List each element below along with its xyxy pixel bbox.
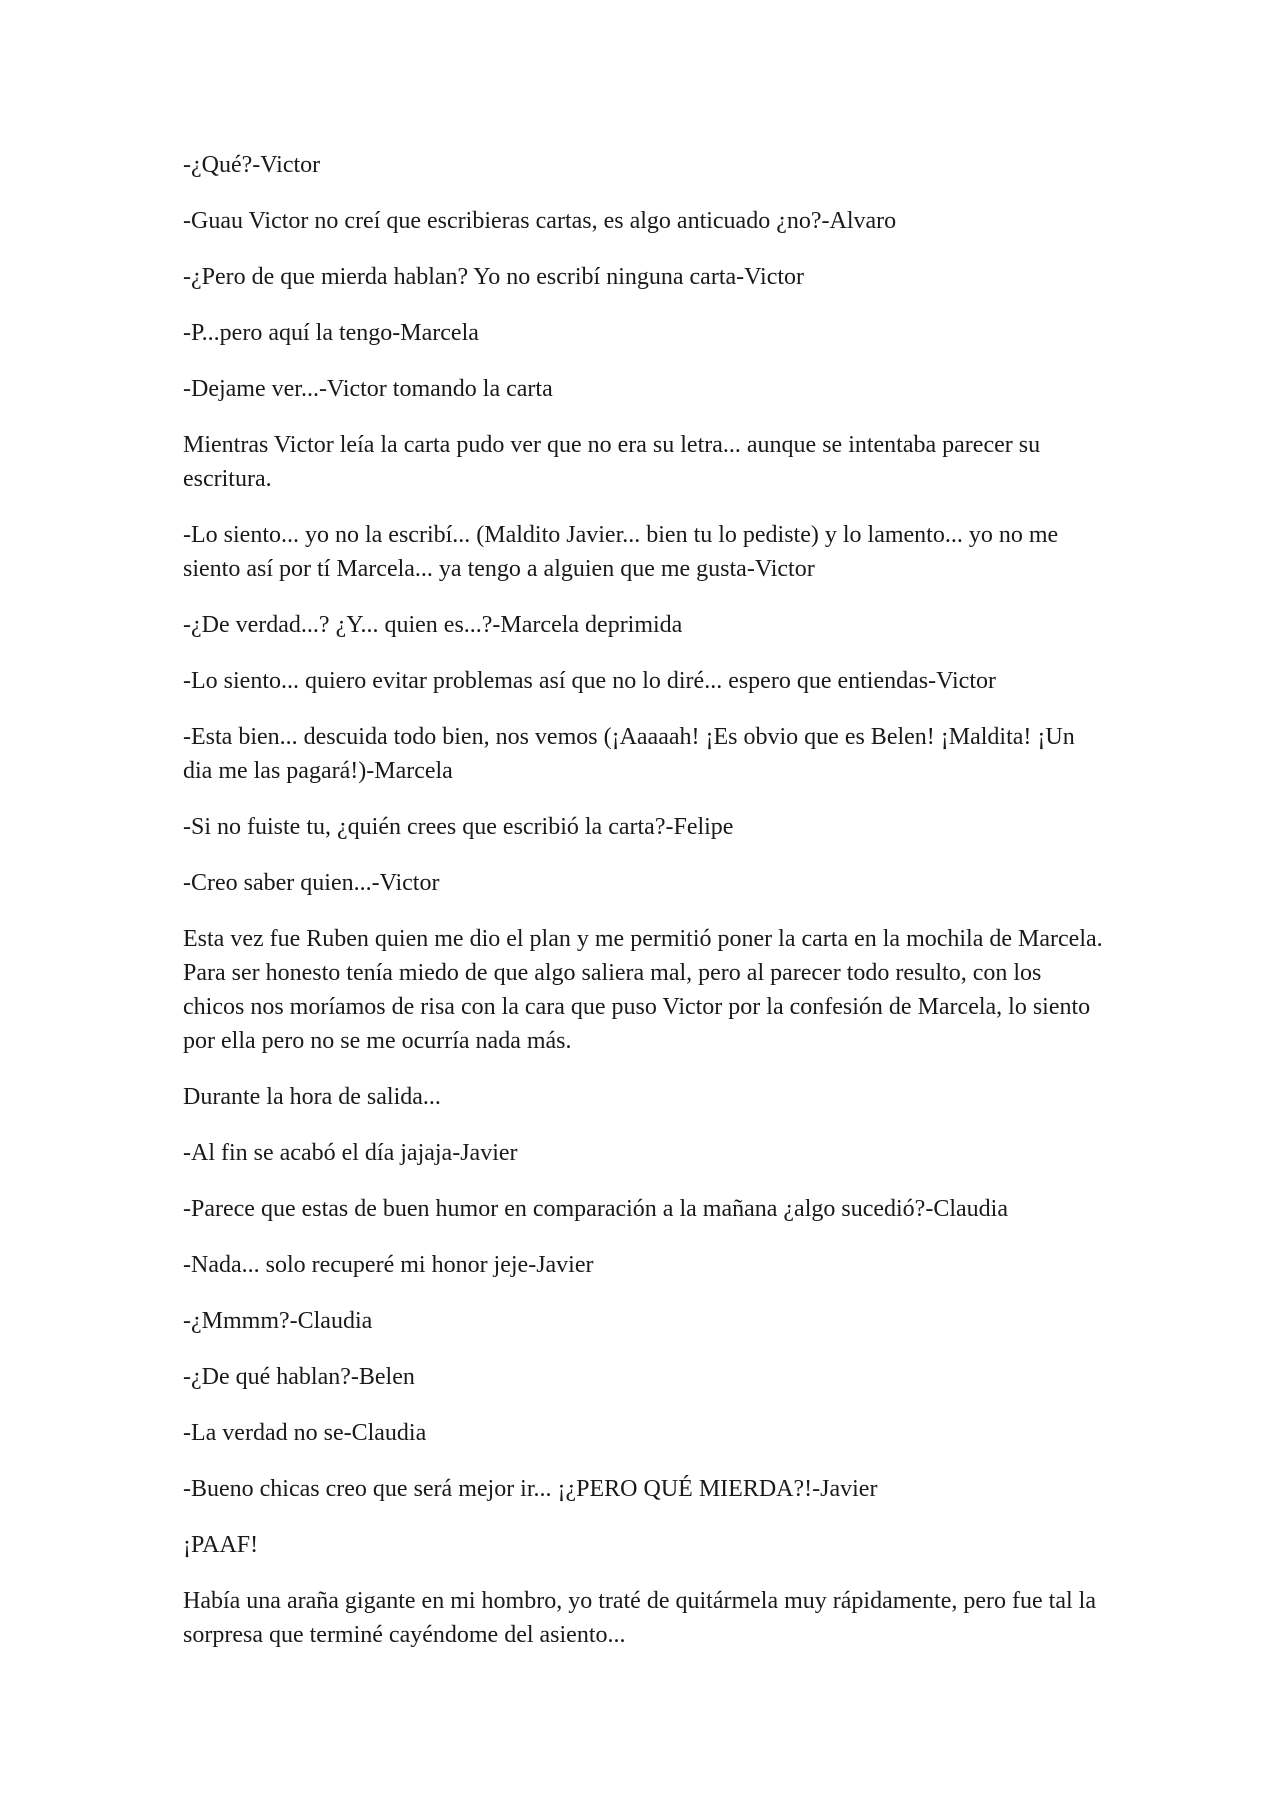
- paragraph: Durante la hora de salida...: [183, 1084, 441, 1110]
- paragraph: -Al fin se acabó el día jajaja-Javier: [183, 1140, 518, 1166]
- paragraph: -Nada... solo recuperé mi honor jeje-Javier: [183, 1252, 594, 1278]
- paragraph: -¿De verdad...? ¿Y... quien es...?-Marcela deprimida: [183, 612, 683, 638]
- paragraph: -¿De qué hablan?-Belen: [183, 1364, 415, 1390]
- paragraph: -P...pero aquí la tengo-Marcela: [183, 320, 479, 346]
- paragraph: -¿Qué?-Victor: [183, 152, 321, 178]
- paragraph: -Esta bien... descuida todo bien, nos vemos (¡Aaaaah! ¡Es obvio que es Belen! ¡Maldita! ¡Un dia me las pagará!)-Marcela: [183, 724, 1075, 784]
- paragraph: Esta vez fue Ruben quien me dio el plan y me permitió poner la carta en la mochila de Marcela. Para ser honesto tenía miedo de que algo saliera mal, pero al parecer todo resulto, con los chicos nos moríamos de risa con la cara que puso Victor por la confesión de Marcela, lo siento por ella pero no se me ocurría nada más.: [183, 926, 1103, 1054]
- paragraph: Había una araña gigante en mi hombro, yo traté de quitármela muy rápidamente, pero fue tal la sorpresa que terminé cayéndome del asiento...: [183, 1588, 1096, 1648]
- paragraph: -Creo saber quien...-Victor: [183, 870, 440, 896]
- paragraph: -Guau Victor no creí que escribieras cartas, es algo anticuado ¿no?-Alvaro: [183, 208, 897, 234]
- paragraph: -La verdad no se-Claudia: [183, 1420, 427, 1446]
- paragraph: -¿Mmmm?-Claudia: [183, 1308, 373, 1334]
- paragraph: Mientras Victor leía la carta pudo ver que no era su letra... aunque se intentaba parecer su escritura.: [183, 432, 1041, 492]
- paragraph: -Bueno chicas creo que será mejor ir... ¡¿PERO QUÉ MIERDA?!-Javier: [183, 1476, 878, 1502]
- paragraph: ¡PAAF!: [183, 1532, 259, 1558]
- paragraph: -Lo siento... quiero evitar problemas así que no lo diré... espero que entiendas-Victor: [183, 668, 996, 694]
- document-body: [183, 148, 1103, 1674]
- paragraph: -Lo siento... yo no la escribí... (Maldito Javier... bien tu lo pediste) y lo lamento... yo no me siento así por tí Marcela... ya tengo a alguien que me gusta-Victor: [183, 522, 1059, 582]
- paragraph: -Si no fuiste tu, ¿quién crees que escribió la carta?-Felipe: [183, 814, 734, 840]
- paragraph: -Dejame ver...-Victor tomando la carta: [183, 376, 553, 402]
- paragraph: -¿Pero de que mierda hablan? Yo no escribí ninguna carta-Victor: [183, 264, 805, 290]
- paragraph: -Parece que estas de buen humor en comparación a la mañana ¿algo sucedió?-Claudia: [183, 1196, 1008, 1222]
